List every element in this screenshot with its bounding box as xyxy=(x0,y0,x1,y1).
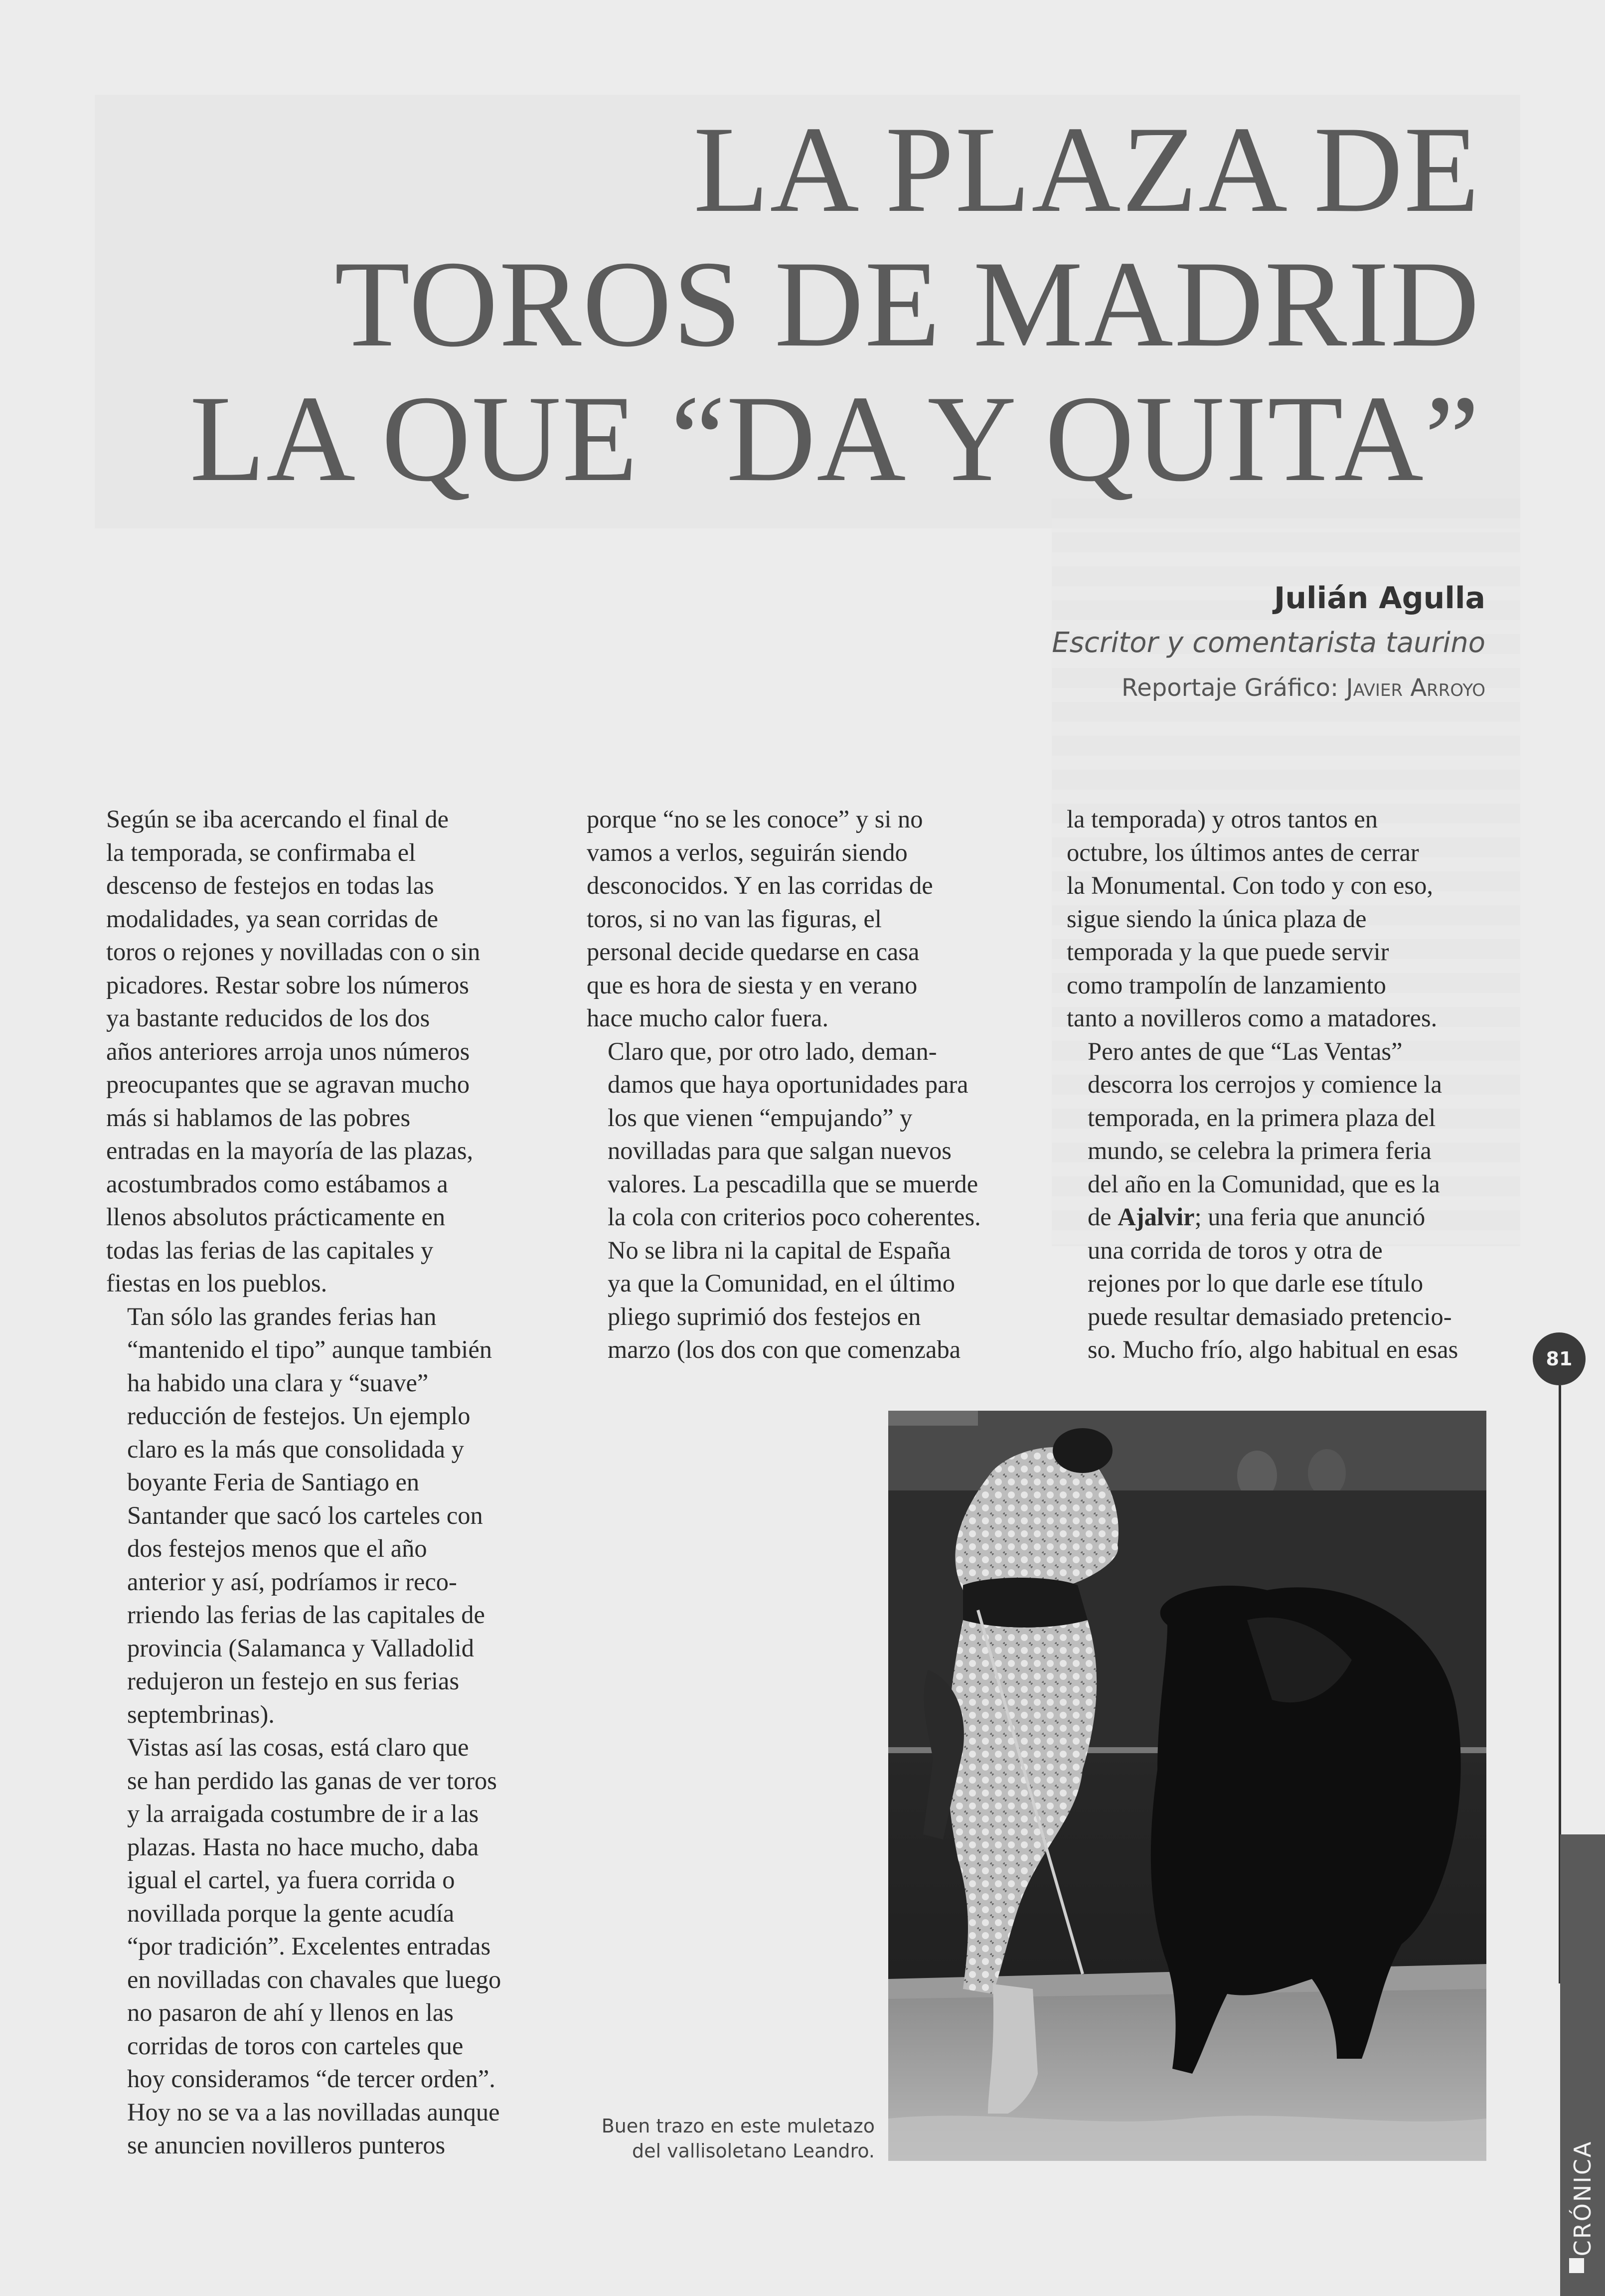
text-line: marzo (los dos con que comenzaba xyxy=(608,1335,961,1363)
text-line: toros, si no van las figuras, el xyxy=(587,904,882,933)
text-line: ya bastante reducidos de los dos xyxy=(106,1004,430,1032)
text-line: redujeron un festejo en sus ferias xyxy=(127,1667,460,1695)
text-line: plazas. Hasta no hace mucho, daba xyxy=(127,1832,479,1861)
title-line: LA PLAZA DE xyxy=(693,101,1480,238)
text-line: se anuncien novilleros punteros xyxy=(127,2131,446,2159)
text-line: dos festejos menos que el año xyxy=(127,1534,427,1562)
text-line: de Ajalvir; una feria que anunció xyxy=(1088,1203,1426,1231)
text-line: so. Mucho frío, algo habitual en esas xyxy=(1088,1335,1458,1363)
text-line: hace mucho calor fuera. xyxy=(587,1004,829,1032)
paragraph xyxy=(587,1035,1025,1234)
text-line: y la arraigada costumbre de ir a las xyxy=(127,1800,479,1827)
text-line: modalidades, ya sean corridas de xyxy=(106,904,439,933)
section-marker-square xyxy=(1569,2258,1584,2273)
text-line: No se libra ni la capital de España xyxy=(608,1236,951,1264)
text-line: damos que haya oportunidades para xyxy=(608,1070,968,1098)
text-line: rejones por lo que darle ese título xyxy=(1088,1269,1424,1297)
text-line: se han perdido las ganas de ver toros xyxy=(127,1766,497,1795)
author-role: Escritor y comentarista taurino xyxy=(1052,627,1485,659)
text-line: Vistas así las cosas, está claro que xyxy=(127,1733,469,1761)
text-line: igual el cartel, ya fuera corrida o xyxy=(127,1866,455,1894)
text-line: ya que la Comunidad, en el último xyxy=(608,1269,956,1297)
text-line: que es hora de siesta y en verano xyxy=(587,971,918,999)
title-line: LA QUE “DA Y QUITA” xyxy=(189,370,1480,507)
paragraph xyxy=(106,803,545,1300)
text-line: pliego suprimió dos festejos en xyxy=(608,1302,921,1330)
title-line: TOROS DE MADRID xyxy=(334,235,1480,372)
text-line: porque “no se les conoce” y si no xyxy=(587,805,923,833)
text-line: ha habido una clara y “suave” xyxy=(127,1368,429,1397)
text-line: del año en la Comunidad, que es la xyxy=(1088,1169,1440,1198)
text-line: entradas en la mayoría de las plazas, xyxy=(106,1137,474,1164)
text-line: novilladas para que salgan nuevos xyxy=(608,1137,952,1164)
caption-line: del vallisoletano Leandro. xyxy=(632,2140,875,2162)
text-line: no pasaron de ahí y llenos en las xyxy=(127,1998,454,2026)
byline xyxy=(1052,576,1485,710)
text-line: preocupantes que se agravan mucho xyxy=(106,1070,470,1098)
text-line: “por tradición”. Excelentes entradas xyxy=(127,1932,491,1960)
text-line: descorra los cerrojos y comience la xyxy=(1088,1070,1442,1098)
text-line: descenso de festejos en todas las xyxy=(106,871,434,899)
text-line: Tan sólo las grandes ferias han xyxy=(127,1302,437,1330)
text-line: más si hablamos de las pobres xyxy=(106,1103,411,1132)
text-line: rriendo las ferias de las capitales de xyxy=(127,1601,485,1629)
text-line: como trampolín de lanzamiento xyxy=(1067,971,1386,999)
text-line: mundo, se celebra la primera feria xyxy=(1088,1137,1432,1164)
text-line: reducción de festejos. Un ejemplo xyxy=(127,1402,471,1430)
text-line: personal decide quedarse en casa xyxy=(587,938,920,966)
text-line: corridas de toros con carteles que xyxy=(127,2031,464,2060)
article-title xyxy=(190,102,1480,506)
text-line: la temporada) y otros tantos en xyxy=(1067,805,1378,833)
text-line: la cola con criterios poco coherentes. xyxy=(608,1203,981,1231)
paragraph xyxy=(106,1731,545,2162)
text-line: Santander que sacó los carteles con xyxy=(127,1501,483,1529)
text-line: temporada y la que puede servir xyxy=(1067,938,1389,966)
text-line: picadores. Restar sobre los números xyxy=(106,971,469,999)
text-line: vamos a verlos, seguirán siendo xyxy=(587,838,908,866)
text-line: una corrida de toros y otra de xyxy=(1088,1236,1383,1264)
text-line: los que vienen “empujando” y xyxy=(608,1103,913,1132)
text-line: años anteriores arroja unos números xyxy=(106,1037,470,1065)
text-line: desconocidos. Y en las corridas de xyxy=(587,871,933,899)
text-line: llenos absolutos prácticamente en xyxy=(106,1203,446,1231)
text-line: la Monumental. Con todo y con eso, xyxy=(1067,871,1433,899)
photo-caption xyxy=(588,2114,875,2163)
credit-label: Reportaje Gráfico: xyxy=(1122,674,1339,702)
page-number-badge: 81 xyxy=(1533,1332,1586,1385)
text-line: puede resultar demasiado pretencio- xyxy=(1088,1302,1452,1330)
text-line: valores. La pescadilla que se muerde xyxy=(608,1169,978,1198)
text-line: en novilladas con chavales que luego xyxy=(127,1965,501,1993)
text-line: sigue siendo la única plaza de xyxy=(1067,904,1367,933)
text-column-3 xyxy=(1067,803,1505,1366)
bullfight-photo xyxy=(888,1411,1486,2161)
text-line: Pero antes de que “Las Ventas” xyxy=(1088,1037,1403,1065)
author-name: Julián Agulla xyxy=(1274,581,1485,616)
text-line: anterior y así, podríamos ir reco- xyxy=(127,1567,457,1596)
text-line: todas las ferias de las capitales y xyxy=(106,1236,434,1264)
text-column-2 xyxy=(587,803,1025,1366)
text-line: “mantenido el tipo” aunque también xyxy=(127,1335,492,1363)
text-line: Claro que, por otro lado, deman- xyxy=(608,1037,937,1065)
paragraph xyxy=(1067,803,1505,1035)
paragraph xyxy=(587,803,1025,1035)
text-line: Hoy no se va a las novilladas aunque xyxy=(127,2098,500,2126)
bold-place-name: Ajalvir xyxy=(1118,1203,1195,1231)
text-line: la temporada, se confirmaba el xyxy=(106,838,416,866)
paragraph xyxy=(587,1234,1025,1366)
text-line: octubre, los últimos antes de cerrar xyxy=(1067,838,1419,866)
text-line: fiestas en los pueblos. xyxy=(106,1269,327,1297)
text-line: hoy consideramos “de tercer orden”. xyxy=(127,2065,495,2093)
text-line: provincia (Salamanca y Valladolid xyxy=(127,1634,475,1662)
magazine-page: LA PLAZA DE TOROS DE MADRID LA QUE “DA Y QUITA” Julián Agulla Escritor y comentarista taurino Reportaje Gráfico: Javier Arroyo Según se iba acercando el final de la temporada, se confirmaba el descenso de festejos en todas las modalidades, ya sean corridas de toros o rejones y novilladas con o sin picadores. Restar sobre los números ya bastante reducidos de los dos años anteriores arroja unos números preocupantes que se agravan mucho más si hablamos de las pobres entradas en la mayoría de las plazas, acostumbrados como estábamos a llenos absolutos prácticamente en todas las ferias de las capitales y fiestas en los pueblos. Tan sólo las grandes ferias han “mantenido el tipo” aunque también ha habido una clara y “suave” reducción de festejos. Un ejemplo claro es la más que consolidada y boyante Feria de Santiago en Santander que sacó los carteles con dos festejos menos que el año anterior y así, podríamos ir reco- rriendo las ferias de las capitales de provincia (Salamanca y Valladolid redujeron un festejo en sus ferias septembrinas). Vistas así las cosas, está claro que se han perdido las ganas de ver toros y la arraigada costumbre de ir a las plazas. Hasta no hace mucho, daba igual el cartel, ya fuera corrida o novillada porque la gente acudía “por tradición”. Excelentes entradas en novilladas con chavales que luego no pasaron de ahí y llenos en las corridas de toros con carteles que hoy consideramos “de tercer orden”. Hoy no se va a las novilladas aunque se anuncien novilleros punteros porque “no se les conoce” y si no vamos a verlos, seguirán siendo desconocidos. Y en las corridas de toros, si no van las figuras, el personal decide quedarse en casa que es hora de siesta y en verano hace mucho calor fuera. Claro que, por otro lado, deman- damos que haya oportunidades para los que vienen “empujando” y novilladas para que salgan nuevos valores. La pescadilla que se muerde la cola con criterios poco coherentes. No se libra ni la capital de España ya que la Comunidad, en el último pliego suprimió dos festejos en marzo (los dos con que comenzaba la temporada) y otros tantos en octubre, los últimos antes de cerrar la Monumental. Con todo y con eso, sigue siendo la única plaza de temporada y la que puede servir como trampolín de lanzamiento tanto a novilleros como a matadores. Pero antes de que “Las Ventas” descorra los cerrojos y comience la temporada, en la primera plaza del mundo, se celebra la primera feria del año en la Comunidad, que es la de Ajalvir; una feria que anunció una corrida de toros y otra de rejones por lo que darle ese título puede resultar demasiado pretencio- so. Mucho frío, algo habitual en esas Buen trazo en este muletazo del vallisoletano Leandro. 81 CRÓNICA xyxy=(0,0,1605,2296)
paragraph xyxy=(1067,1035,1505,1366)
text-line: septembrinas). xyxy=(127,1700,275,1728)
text-line: temporada, en la primera plaza del xyxy=(1088,1103,1436,1132)
credit-name: Javier Arroyo xyxy=(1346,674,1485,702)
text-line: claro es la más que consolidada y xyxy=(127,1435,464,1463)
text-column-1 xyxy=(106,803,545,2162)
photo-credit xyxy=(1052,665,1485,710)
text-line: tanto a novilleros como a matadores. xyxy=(1067,1004,1438,1032)
text-line: toros o rejones y novilladas con o sin xyxy=(106,938,481,966)
text-line: Según se iba acercando el final de xyxy=(106,805,449,833)
text-line: acostumbrados como estábamos a xyxy=(106,1169,448,1198)
paragraph xyxy=(106,1300,545,1731)
text-line: novillada porque la gente acudía xyxy=(127,1899,455,1927)
caption-line: Buen trazo en este muletazo xyxy=(601,2115,875,2137)
text-line: boyante Feria de Santiago en xyxy=(127,1468,420,1496)
